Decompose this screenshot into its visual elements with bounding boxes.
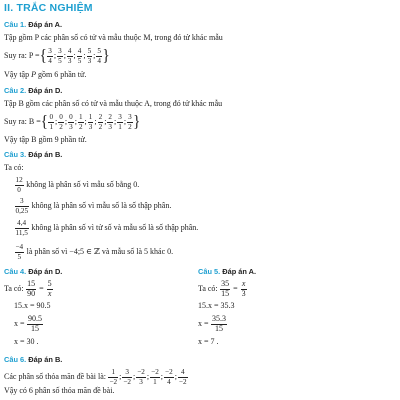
- q2-suy-ra: Suy ra:: [4, 117, 27, 126]
- q5-step2: 15.x = 35.3: [198, 301, 235, 310]
- q3-item-fraction: $\frac{12}{0}$: [15, 176, 23, 194]
- fraction: $\frac{-2}{3}$: [137, 368, 145, 386]
- q2-header: [4, 86, 62, 95]
- q2-conclusion: Vậy tập B gồm 9 phần tử.: [4, 135, 87, 144]
- q4-step3-fraction: $\frac{90.5}{15}$: [28, 314, 43, 333]
- q1-label: Câu 1.: [4, 20, 27, 29]
- fraction: $\frac{0}{2}$: [59, 113, 63, 131]
- fraction: $\frac{1}{-2}$: [109, 368, 118, 386]
- q3-answer: Đáp án B.: [28, 150, 63, 159]
- q5-frac-right: $\frac{x}{3}$: [241, 279, 246, 298]
- fraction: $\frac{0}{3}$: [69, 113, 73, 131]
- q5-equation: Ta có: $\frac{35}{15}$ = $\frac{x}{3}$: [198, 279, 246, 298]
- q5-step3: x = $\frac{35.3}{15}$: [198, 314, 227, 333]
- q5-answer: Đáp án A.: [222, 267, 257, 276]
- q1-line1: Tập gồm P các phân số có tử và mẫu thuộc M, trong đó tử khác mẫu: [4, 33, 223, 42]
- q6-fraction-list: $\frac{1}{-2}$ ; $\frac{3}{-2}$ ; $\frac{-2}{3}$ ; $\frac{-2}{1}$ ; $\frac{-2}{4}$ ; $\frac{4}{-2}$: [109, 368, 187, 386]
- q3-item: [14, 174, 139, 196]
- q3-label: Câu 3.: [4, 150, 27, 159]
- fraction: $\frac{3}{-2}$: [123, 368, 132, 386]
- q3-item-fraction: $\frac{4,4}{11,5}$: [15, 219, 28, 237]
- q1-brace-open: {: [39, 46, 47, 65]
- q4-step4: x = 30 .: [14, 337, 39, 346]
- q6-conclusion: Vậy có 6 phân số thỏa mãn đề bài.: [4, 386, 115, 395]
- q2-set: [4, 111, 140, 133]
- q4-frac-left: $\frac{15}{90}$: [27, 279, 36, 298]
- q1-set: [4, 45, 110, 67]
- q3-item-text: không là phân số vì tử số và mẫu số là số thập phân.: [31, 223, 199, 232]
- fraction: $\frac{3}{4}$: [48, 47, 52, 65]
- fraction: $\frac{3}{2}$: [128, 113, 132, 131]
- q5-label: Câu 5.: [198, 267, 221, 276]
- q2-line1: Tập B gồm các phân số có tử và mẫu thuộc A, trong đó tử khác mẫu: [4, 99, 223, 108]
- q1-conclusion: Vậy tập P gồm 6 phần tử.: [4, 70, 87, 79]
- fraction: $\frac{0}{1}$: [49, 113, 54, 131]
- fraction: $\frac{5}{4}$: [97, 47, 101, 65]
- fraction: $\frac{-2}{1}$: [151, 368, 159, 386]
- q2-fraction-list: $\frac{0}{1}$ ; $\frac{0}{2}$ ; $\frac{0}{3}$ ; $\frac{1}{2}$ ; $\frac{1}{3}$ ; $\frac{2}{2}$ ; $\frac{2}{3}$ ; $\frac{3}{1}$ ; $\frac{3}{2}$: [49, 113, 132, 131]
- q1-fraction-list: $\frac{3}{4}$ ; $\frac{3}{5}$ ; $\frac{4}{3}$ ; $\frac{4}{5}$ ; $\frac{5}{3}$ ; $\frac{5}{4}$: [48, 47, 101, 65]
- q3-item-fraction: $\frac{3}{0,25}$: [15, 197, 29, 215]
- q1-header: [4, 20, 62, 29]
- q2-set-name: B =: [28, 117, 41, 126]
- q1-answer: Đáp án A.: [28, 20, 63, 29]
- q1-suy-ra: Suy ra:: [4, 51, 27, 60]
- fraction: $\frac{-2}{4}$: [165, 368, 173, 386]
- q5-step3-fraction: $\frac{35.3}{15}$: [212, 314, 227, 333]
- fraction: $\frac{3}{1}$: [118, 113, 122, 131]
- q3-item-text: không là phân số vì mẫu số bằng 0.: [26, 180, 140, 189]
- q3-intro: Ta có:: [4, 163, 24, 172]
- q2-brace-close: }: [133, 112, 141, 131]
- q3-header: [4, 150, 62, 159]
- q2-label: Câu 2.: [4, 86, 27, 95]
- fraction: $\frac{1}{3}$: [88, 113, 93, 131]
- q1-set-name: P =: [28, 51, 40, 60]
- q6-answer: Đáp án B.: [28, 355, 63, 364]
- q2-brace-open: {: [40, 112, 48, 131]
- q4-equation: Ta có: $\frac{15}{90}$ = $\frac{5}{x}$: [4, 279, 52, 298]
- q1-brace-close: }: [102, 46, 110, 65]
- q4-step3: x = $\frac{90.5}{15}$: [14, 314, 43, 333]
- q5-frac-left: $\frac{35}{15}$: [221, 279, 230, 298]
- q5-header: [198, 267, 256, 276]
- fraction: $\frac{4}{5}$: [77, 47, 82, 65]
- q3-item: [14, 195, 171, 217]
- fraction: $\frac{4}{3}$: [67, 47, 72, 65]
- q4-frac-right: $\frac{5}{x}$: [47, 279, 52, 298]
- q4-header: [4, 267, 62, 276]
- q4-answer: Đáp án D.: [28, 267, 63, 276]
- q5-step4: x = 7 .: [198, 337, 219, 346]
- q6-label: Câu 6.: [4, 355, 27, 364]
- fraction: $\frac{4}{-2}$: [178, 368, 187, 386]
- fraction: $\frac{5}{3}$: [87, 47, 92, 65]
- q4-step2: 15.x = 90.5: [14, 301, 51, 310]
- q2-answer: Đáp án D.: [28, 86, 63, 95]
- fraction: $\frac{1}{2}$: [78, 113, 83, 131]
- q6-intro: Các phân số thỏa mãn đề bài là:: [4, 372, 106, 381]
- q6-header: [4, 355, 62, 364]
- q3-item: [14, 217, 198, 239]
- q4-label: Câu 4.: [4, 267, 27, 276]
- q3-item-text: không là phân số vì mẫu số là số thập phân.: [31, 201, 172, 210]
- q3-item-fraction: $\frac{-4}{5}$: [15, 243, 24, 261]
- q3-item-text: là phân số vì −4;5 ∈ ℤ và mẫu số là 5 khác 0.: [26, 247, 174, 256]
- q6-list: [4, 366, 188, 388]
- fraction: $\frac{2}{3}$: [108, 113, 113, 131]
- section-heading: II. TRẮC NGHIỆM: [4, 2, 93, 14]
- fraction: $\frac{3}{5}$: [58, 47, 62, 65]
- fraction: $\frac{2}{2}$: [98, 113, 103, 131]
- q3-item: [14, 241, 173, 263]
